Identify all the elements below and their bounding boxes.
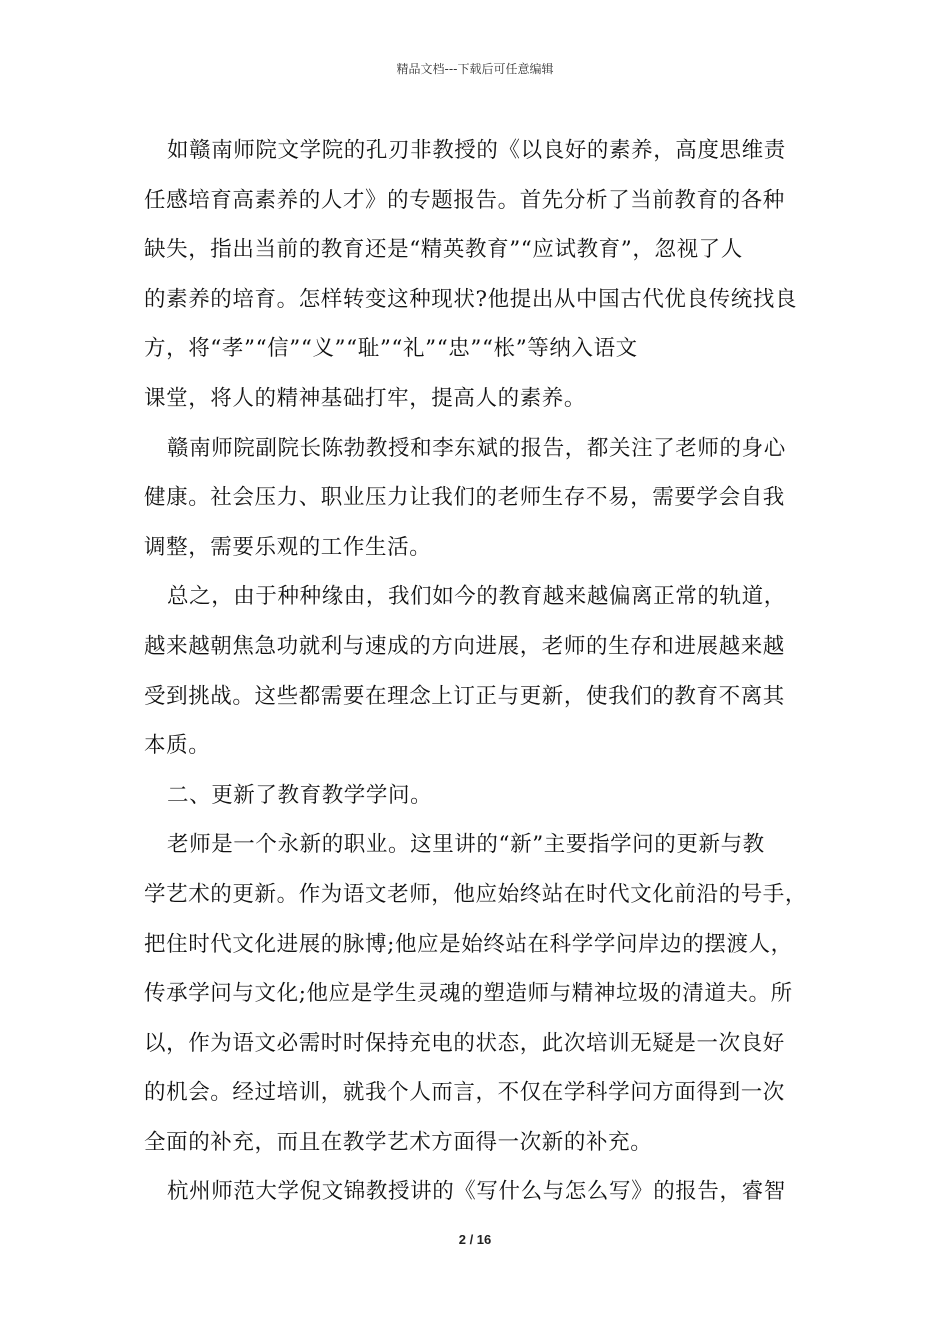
paragraph-line: 的机会。经过培训，就我个人而言，不仅在学科学问方面得到一次 bbox=[144, 1080, 785, 1106]
paragraph-line: 受到挑战。这些都需要在理念上订正与更新，使我们的教育不离其 bbox=[144, 683, 785, 709]
page-number: 2 / 16 bbox=[458, 1232, 492, 1247]
paragraph-line: 总之，由于种种缘由，我们如今的教育越来越偏离正常的轨道， bbox=[167, 584, 786, 610]
paragraph-line: 赣南师院副院长陈勃教授和李东斌的报告，都关注了老师的身心 bbox=[167, 435, 786, 461]
paragraph-line: 课堂，将人的精神基础打牢，提高人的素养。 bbox=[144, 385, 587, 411]
paragraph-line: 把住时代文化进展的脉博;他应是始终站在科学学问岸边的摆渡人， bbox=[144, 931, 793, 957]
paragraph-line: 学艺术的更新。作为语文老师，他应始终站在时代文化前沿的号手， bbox=[144, 881, 808, 907]
section-heading: 二、更新了教育教学学问。 bbox=[167, 782, 433, 808]
paragraph-line: 的素养的培育。怎样转变这种现状?他提出从中国古代优良传统找良 bbox=[144, 286, 798, 312]
paragraph-line: 越来越朝焦急功就利与速成的方向进展，老师的生存和进展越来越 bbox=[144, 633, 785, 659]
paragraph-line: 全面的补充，而且在教学艺术方面得一次新的补充。 bbox=[144, 1129, 653, 1155]
paragraph-line: 调整，需要乐观的工作生活。 bbox=[144, 534, 432, 560]
paragraph-line: 如赣南师院文学院的孔刃非教授的《以良好的素养，高度思维责 bbox=[167, 138, 786, 163]
paragraph-line: 方，将“孝”“信”“义”“耻”“礼”“忠”“枨”等纳入语文 bbox=[144, 336, 638, 362]
paragraph-line: 传承学问与文化;他应是学生灵魂的塑造师与精神垃圾的清道夫。所 bbox=[144, 981, 793, 1007]
page-header: 精品文档---下载后可任意编辑 bbox=[396, 62, 554, 76]
document-body bbox=[144, 126, 816, 1217]
paragraph-line: 杭州师范大学倪文锦教授讲的《写什么与怎么写》的报告，睿智 bbox=[167, 1179, 786, 1205]
paragraph-line: 老师是一个永新的职业。这里讲的“新”主要指学问的更新与教 bbox=[167, 832, 765, 858]
paragraph-line: 缺失，指出当前的教育还是“精英教育”“应试教育”，忽视了人 bbox=[144, 237, 743, 263]
paragraph-line: 以，作为语文必需时时保持充电的状态，此次培训无疑是一次良好 bbox=[144, 1030, 785, 1056]
paragraph-line: 健康。社会压力、职业压力让我们的老师生存不易，需要学会自我 bbox=[144, 485, 785, 511]
paragraph-line: 本质。 bbox=[144, 733, 211, 759]
paragraph-line: 任感培育高素养的人才》的专题报告。首先分析了当前教育的各种 bbox=[144, 187, 785, 213]
